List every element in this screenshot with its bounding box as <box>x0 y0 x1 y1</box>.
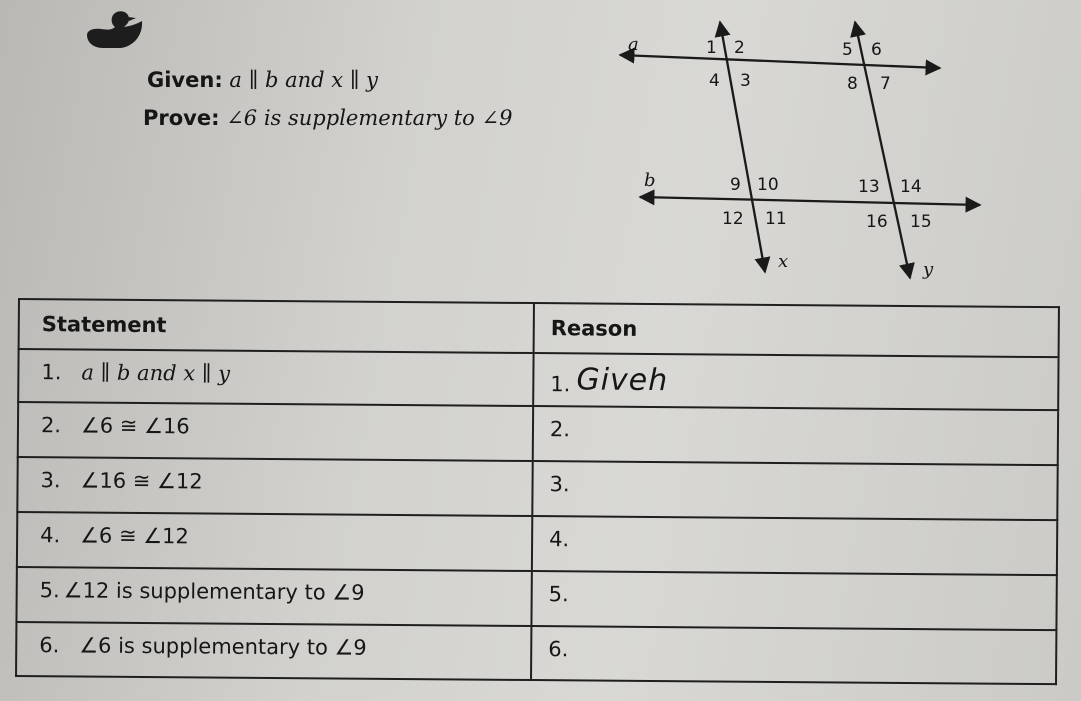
line-y <box>855 22 910 278</box>
statement-cell <box>16 567 531 626</box>
statement-text: ∠12 is supplementary to ∠9 <box>63 578 365 605</box>
reason-cell[interactable] <box>533 406 1058 465</box>
row-number: 6. <box>39 633 60 658</box>
angle-4: 4 <box>709 71 720 91</box>
statement-cell <box>18 402 533 461</box>
statement-text: a ∥ b and x ∥ y <box>81 360 231 386</box>
angle-5: 5 <box>842 40 853 60</box>
prove-label: Prove: <box>143 106 220 130</box>
line-a <box>620 55 940 68</box>
label-b: b <box>644 170 656 191</box>
statement-cell <box>17 512 532 571</box>
table-row <box>16 622 1056 684</box>
reason-number: 2. <box>549 417 571 442</box>
statement-cell <box>18 349 533 406</box>
label-x: x <box>778 251 789 272</box>
angle-12: 12 <box>722 209 744 229</box>
label-a: a <box>628 34 639 55</box>
reason-cell[interactable] <box>532 461 1057 520</box>
statement-header: Statement <box>19 299 534 353</box>
line-b <box>640 197 980 205</box>
table-row <box>18 402 1058 465</box>
given-text: a ∥ b and x ∥ y <box>229 68 379 92</box>
statement-text: ∠16 ≅ ∠12 <box>80 468 203 494</box>
reason-number: 5. <box>548 582 569 607</box>
row-number: 4. <box>40 523 61 548</box>
reason-header: Reason <box>534 303 1059 357</box>
table-row <box>17 512 1057 575</box>
table-row <box>16 567 1056 630</box>
parallel-lines-figure <box>0 0 1081 300</box>
reason-number: 1. <box>550 372 571 397</box>
statement-text: ∠6 ≅ ∠16 <box>80 413 190 439</box>
row-number: 5. <box>39 578 60 603</box>
label-y: y <box>923 259 934 280</box>
statement-text: ∠6 is supplementary to ∠9 <box>79 633 367 660</box>
angle-2: 2 <box>734 38 745 58</box>
statement-cell <box>17 457 532 516</box>
table-row <box>17 457 1057 520</box>
angle-1: 1 <box>706 38 717 58</box>
statement-cell <box>16 622 531 680</box>
prove-text: ∠6 is supplementary to ∠9 <box>226 106 513 130</box>
reason-handwritten: Giveh <box>576 362 669 399</box>
reason-cell[interactable] <box>531 571 1056 630</box>
angle-7: 7 <box>880 74 891 94</box>
angle-13: 13 <box>858 177 880 197</box>
row-number: 3. <box>40 468 61 493</box>
angle-11: 11 <box>765 209 787 229</box>
angle-8: 8 <box>847 74 858 94</box>
row-number: 1. <box>41 360 62 385</box>
angle-15: 15 <box>910 212 932 232</box>
reason-number: 4. <box>549 527 570 552</box>
row-number: 2. <box>40 413 62 438</box>
angle-6: 6 <box>871 40 882 60</box>
angle-14: 14 <box>900 177 922 197</box>
reason-cell[interactable] <box>531 626 1056 684</box>
reason-cell[interactable] <box>533 353 1058 410</box>
reason-number: 6. <box>548 637 569 662</box>
angle-16: 16 <box>866 212 888 232</box>
statement-text: ∠6 ≅ ∠12 <box>80 523 189 549</box>
angle-10: 10 <box>757 175 779 195</box>
angle-3: 3 <box>740 71 751 91</box>
reason-number: 3. <box>549 472 570 497</box>
proof-table <box>15 298 1060 685</box>
angle-9: 9 <box>730 175 741 195</box>
table-row <box>18 349 1058 410</box>
reason-cell[interactable] <box>532 516 1057 575</box>
table-header-row <box>19 299 1059 357</box>
given-label: Given: <box>147 68 223 92</box>
